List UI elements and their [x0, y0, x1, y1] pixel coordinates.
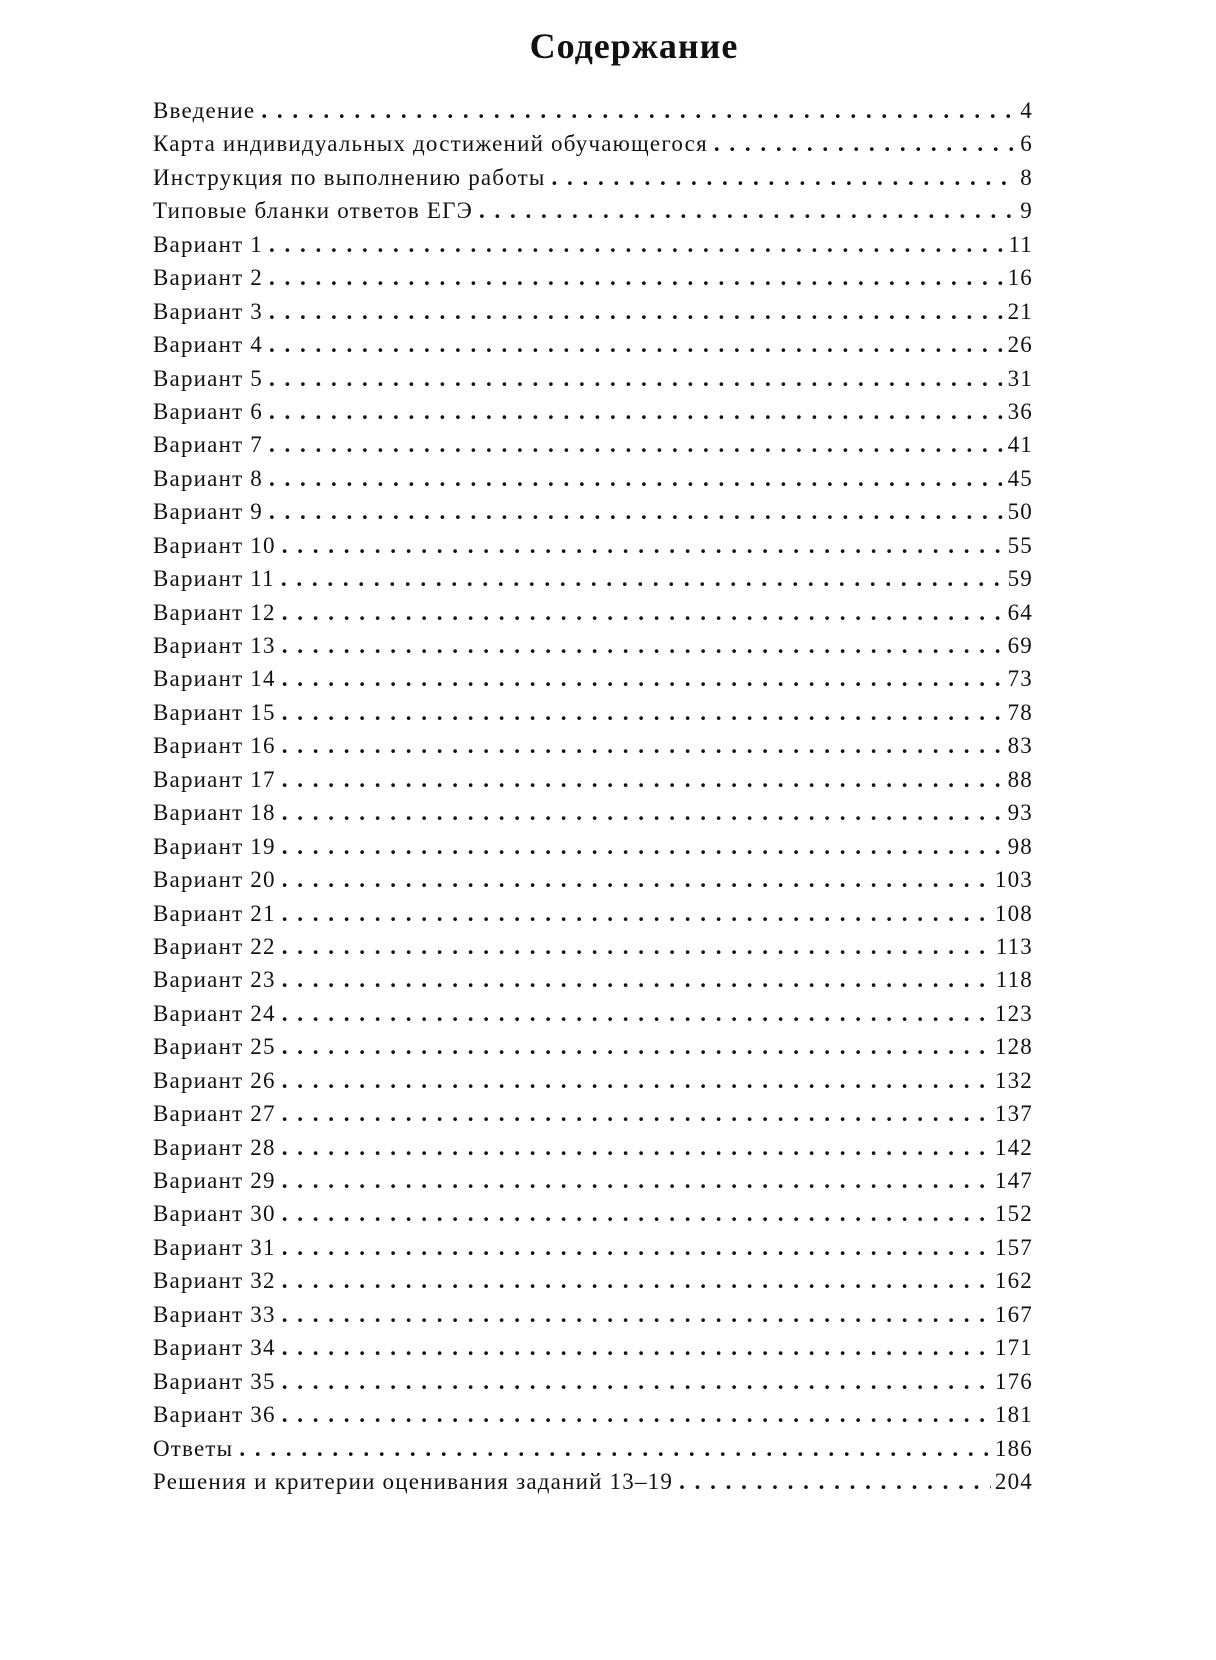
toc-entry: [153, 967, 1033, 1000]
toc-entry-page-number: 31: [1007, 365, 1033, 391]
toc-entry-label: Вариант 12: [153, 599, 276, 625]
toc-entry-page-number: 64: [1007, 599, 1033, 625]
toc-entry-page-number: 16: [1007, 265, 1033, 291]
toc-entry: [153, 1034, 1033, 1067]
toc-leader-dots: [282, 633, 1004, 659]
toc-entry: [153, 867, 1033, 900]
toc-leader-dots: [714, 131, 1015, 157]
toc-leader-dots: [269, 366, 1004, 392]
toc-entry-page-number: 162: [994, 1268, 1033, 1294]
toc-entry-label: Вариант 35: [153, 1368, 276, 1394]
toc-entry: [153, 1335, 1033, 1368]
toc-entry: [153, 800, 1033, 833]
toc-entry-label: Вариант 29: [153, 1168, 276, 1193]
toc-entry-page-number: 73: [1007, 666, 1033, 692]
toc-entry-label: Вариант 7: [153, 432, 263, 458]
toc-entry-label: Вариант 22: [153, 933, 276, 959]
toc-entry-page-number: 118: [995, 967, 1033, 993]
toc-entry-page-number: 123: [994, 1000, 1033, 1026]
toc-leader-dots: [282, 1068, 991, 1094]
toc-leader-dots: [281, 566, 1004, 592]
toc-entry-label: Вариант 18: [153, 800, 276, 826]
toc-leader-dots: [269, 399, 1004, 425]
toc-entry: [153, 767, 1033, 800]
toc-entry-label: Вариант 30: [153, 1201, 276, 1227]
toc-entry: [153, 232, 1033, 265]
toc-entry-page-number: 204: [994, 1468, 1033, 1494]
toc-entry-page-number: 147: [994, 1168, 1033, 1193]
toc-entry-label: Вариант 5: [153, 365, 263, 391]
toc-entry-page-number: 93: [1007, 800, 1033, 826]
toc-leader-dots: [282, 934, 992, 960]
toc-leader-dots: [282, 1001, 991, 1027]
toc-entry-label: Вариант 24: [153, 1000, 276, 1026]
toc-entry-page-number: 142: [994, 1134, 1033, 1160]
toc-entry: [153, 131, 1033, 164]
toc-entry: [153, 1235, 1033, 1268]
toc-entry: [153, 299, 1033, 332]
toc-entry: [153, 1402, 1033, 1435]
toc-leader-dots: [239, 1436, 991, 1462]
toc-entry-page-number: 41: [1007, 432, 1033, 458]
toc-leader-dots: [282, 1235, 991, 1261]
toc-entry-page-number: 9: [1020, 198, 1033, 224]
toc-entry-page-number: 152: [994, 1201, 1033, 1227]
toc-entry: [153, 1436, 1033, 1469]
toc-entry-page-number: 11: [1008, 231, 1033, 257]
toc-entry-page-number: 157: [994, 1234, 1033, 1260]
toc-entry: [153, 834, 1033, 867]
toc-entry-page-number: 171: [994, 1335, 1033, 1361]
toc-entry-page-number: 36: [1007, 398, 1033, 424]
toc-entry: [153, 98, 1033, 131]
toc-entry: [153, 901, 1033, 934]
toc-entry-label: Вариант 23: [153, 967, 276, 993]
toc-entry: [153, 700, 1033, 733]
toc-leader-dots: [282, 967, 992, 993]
toc-entry-page-number: 176: [994, 1368, 1033, 1394]
toc-entry-label: Вариант 8: [153, 465, 263, 491]
toc-entry-page-number: 88: [1007, 766, 1033, 792]
toc-entry-label: Вариант 3: [153, 298, 263, 324]
toc-entry: [153, 1135, 1033, 1168]
toc-entry: [153, 466, 1033, 499]
toc-leader-dots: [552, 165, 1015, 191]
toc-entry-page-number: 26: [1007, 332, 1033, 358]
toc-entry-label: Вариант 2: [153, 265, 263, 291]
toc-entry: [153, 533, 1033, 566]
toc-entry-label: Вариант 4: [153, 332, 263, 358]
toc-leader-dots: [282, 1101, 991, 1127]
toc-entry-page-number: 128: [994, 1034, 1033, 1060]
toc-entry: [153, 1302, 1033, 1335]
toc-leader-dots: [282, 533, 1004, 559]
toc-entry-page-number: 103: [994, 867, 1033, 893]
toc-entry-page-number: 167: [994, 1301, 1033, 1327]
toc-entry-page-number: 69: [1007, 633, 1033, 658]
toc-entry-label: Введение: [153, 98, 256, 123]
toc-entry: [153, 1101, 1033, 1134]
toc-entry: [153, 499, 1033, 532]
toc-leader-dots: [269, 432, 1004, 458]
toc-entry-label: Типовые бланки ответов ЕГЭ: [153, 198, 473, 224]
toc-entry-label: Инструкция по выполнению работы: [153, 164, 546, 190]
toc-entry-label: Вариант 13: [153, 633, 276, 658]
toc-entry-label: Карта индивидуальных достижений обучающегося: [153, 131, 708, 157]
toc-leader-dots: [282, 733, 1004, 759]
toc-entry-label: Ответы: [153, 1435, 234, 1461]
toc-entry: [153, 934, 1033, 967]
toc-entry: [153, 566, 1033, 599]
toc-entry-label: Вариант 28: [153, 1134, 276, 1160]
toc-entry: [153, 432, 1033, 465]
toc-entry: [153, 633, 1033, 666]
toc-entry-label: Вариант 10: [153, 532, 276, 558]
toc-leader-dots: [282, 666, 1004, 692]
toc-entry-label: Вариант 20: [153, 867, 276, 893]
toc-leader-dots: [282, 1201, 991, 1227]
toc-entry-label: Вариант 34: [153, 1335, 276, 1361]
toc-entry-page-number: 45: [1007, 465, 1033, 491]
page-title: Содержание: [529, 26, 739, 66]
toc-leader-dots: [282, 600, 1004, 626]
toc-entry-label: Вариант 36: [153, 1402, 276, 1428]
toc-entry: [153, 1469, 1033, 1502]
toc-entry: [153, 600, 1033, 633]
toc-entry-label: Вариант 21: [153, 900, 276, 926]
toc-leader-dots: [282, 767, 1004, 793]
toc-entry: [153, 332, 1033, 365]
table-of-contents: [153, 98, 1033, 1502]
toc-entry-label: Вариант 1: [153, 231, 263, 257]
toc-entry-page-number: 8: [1020, 164, 1033, 190]
toc-entry-page-number: 113: [995, 933, 1033, 959]
toc-entry-page-number: 186: [994, 1435, 1033, 1461]
toc-leader-dots: [282, 1335, 991, 1361]
toc-entry-page-number: 4: [1020, 98, 1033, 123]
toc-entry-label: Вариант 27: [153, 1101, 276, 1127]
toc-entry-page-number: 59: [1007, 566, 1033, 592]
toc-leader-dots: [282, 901, 991, 927]
toc-entry-page-number: 55: [1007, 532, 1033, 558]
toc-leader-dots: [269, 299, 1004, 325]
toc-entry: [153, 399, 1033, 432]
toc-entry-page-number: 137: [994, 1101, 1033, 1127]
toc-entry: [153, 1369, 1033, 1402]
toc-entry-page-number: 78: [1007, 699, 1033, 725]
toc-entry-label: Вариант 33: [153, 1301, 276, 1327]
toc-leader-dots: [282, 1135, 991, 1161]
toc-entry-page-number: 181: [994, 1402, 1033, 1428]
toc-entry-page-number: 50: [1007, 499, 1033, 525]
toc-leader-dots: [679, 1469, 991, 1495]
toc-entry-label: Вариант 9: [153, 499, 263, 525]
toc-entry: [153, 1068, 1033, 1101]
toc-entry: [153, 366, 1033, 399]
toc-leader-dots: [269, 499, 1004, 525]
toc-entry-page-number: 108: [994, 900, 1033, 926]
toc-entry-label: Вариант 25: [153, 1034, 276, 1060]
toc-leader-dots: [269, 232, 1004, 258]
toc-entry-label: Решения и критерии оценивания заданий 13–19: [153, 1468, 674, 1494]
toc-leader-dots: [269, 265, 1004, 291]
toc-leader-dots: [282, 1369, 991, 1395]
toc-leader-dots: [282, 834, 1004, 860]
toc-entry-label: Вариант 26: [153, 1067, 276, 1093]
toc-leader-dots: [282, 1034, 991, 1060]
toc-entry: [153, 1268, 1033, 1301]
toc-entry-page-number: 98: [1007, 833, 1033, 859]
toc-entry-label: Вариант 6: [153, 398, 263, 424]
toc-leader-dots: [261, 98, 1015, 124]
toc-entry-page-number: 132: [994, 1067, 1033, 1093]
toc-entry-label: Вариант 11: [153, 566, 275, 592]
toc-entry-page-number: 6: [1020, 131, 1033, 157]
toc-entry: [153, 1001, 1033, 1034]
toc-leader-dots: [282, 800, 1004, 826]
toc-leader-dots: [282, 700, 1004, 726]
toc-leader-dots: [282, 1402, 991, 1428]
toc-entry: [153, 265, 1033, 298]
toc-entry-label: Вариант 16: [153, 733, 276, 759]
toc-entry-page-number: 83: [1007, 733, 1033, 759]
toc-leader-dots: [269, 332, 1004, 358]
toc-entry-label: Вариант 15: [153, 699, 276, 725]
toc-leader-dots: [282, 867, 991, 893]
toc-entry-label: Вариант 14: [153, 666, 276, 692]
toc-leader-dots: [269, 466, 1004, 492]
toc-entry-label: Вариант 19: [153, 833, 276, 859]
toc-entry: [153, 1168, 1033, 1201]
toc-leader-dots: [282, 1268, 991, 1294]
toc-entry-label: Вариант 32: [153, 1268, 276, 1294]
toc-entry: [153, 198, 1033, 231]
toc-entry-page-number: 21: [1007, 298, 1033, 324]
toc-entry-label: Вариант 31: [153, 1234, 276, 1260]
toc-leader-dots: [282, 1168, 991, 1194]
toc-entry: [153, 165, 1033, 198]
toc-entry: [153, 666, 1033, 699]
toc-entry-label: Вариант 17: [153, 766, 276, 792]
toc-entry: [153, 1201, 1033, 1234]
toc-leader-dots: [282, 1302, 991, 1328]
toc-leader-dots: [479, 198, 1015, 224]
toc-entry: [153, 733, 1033, 766]
